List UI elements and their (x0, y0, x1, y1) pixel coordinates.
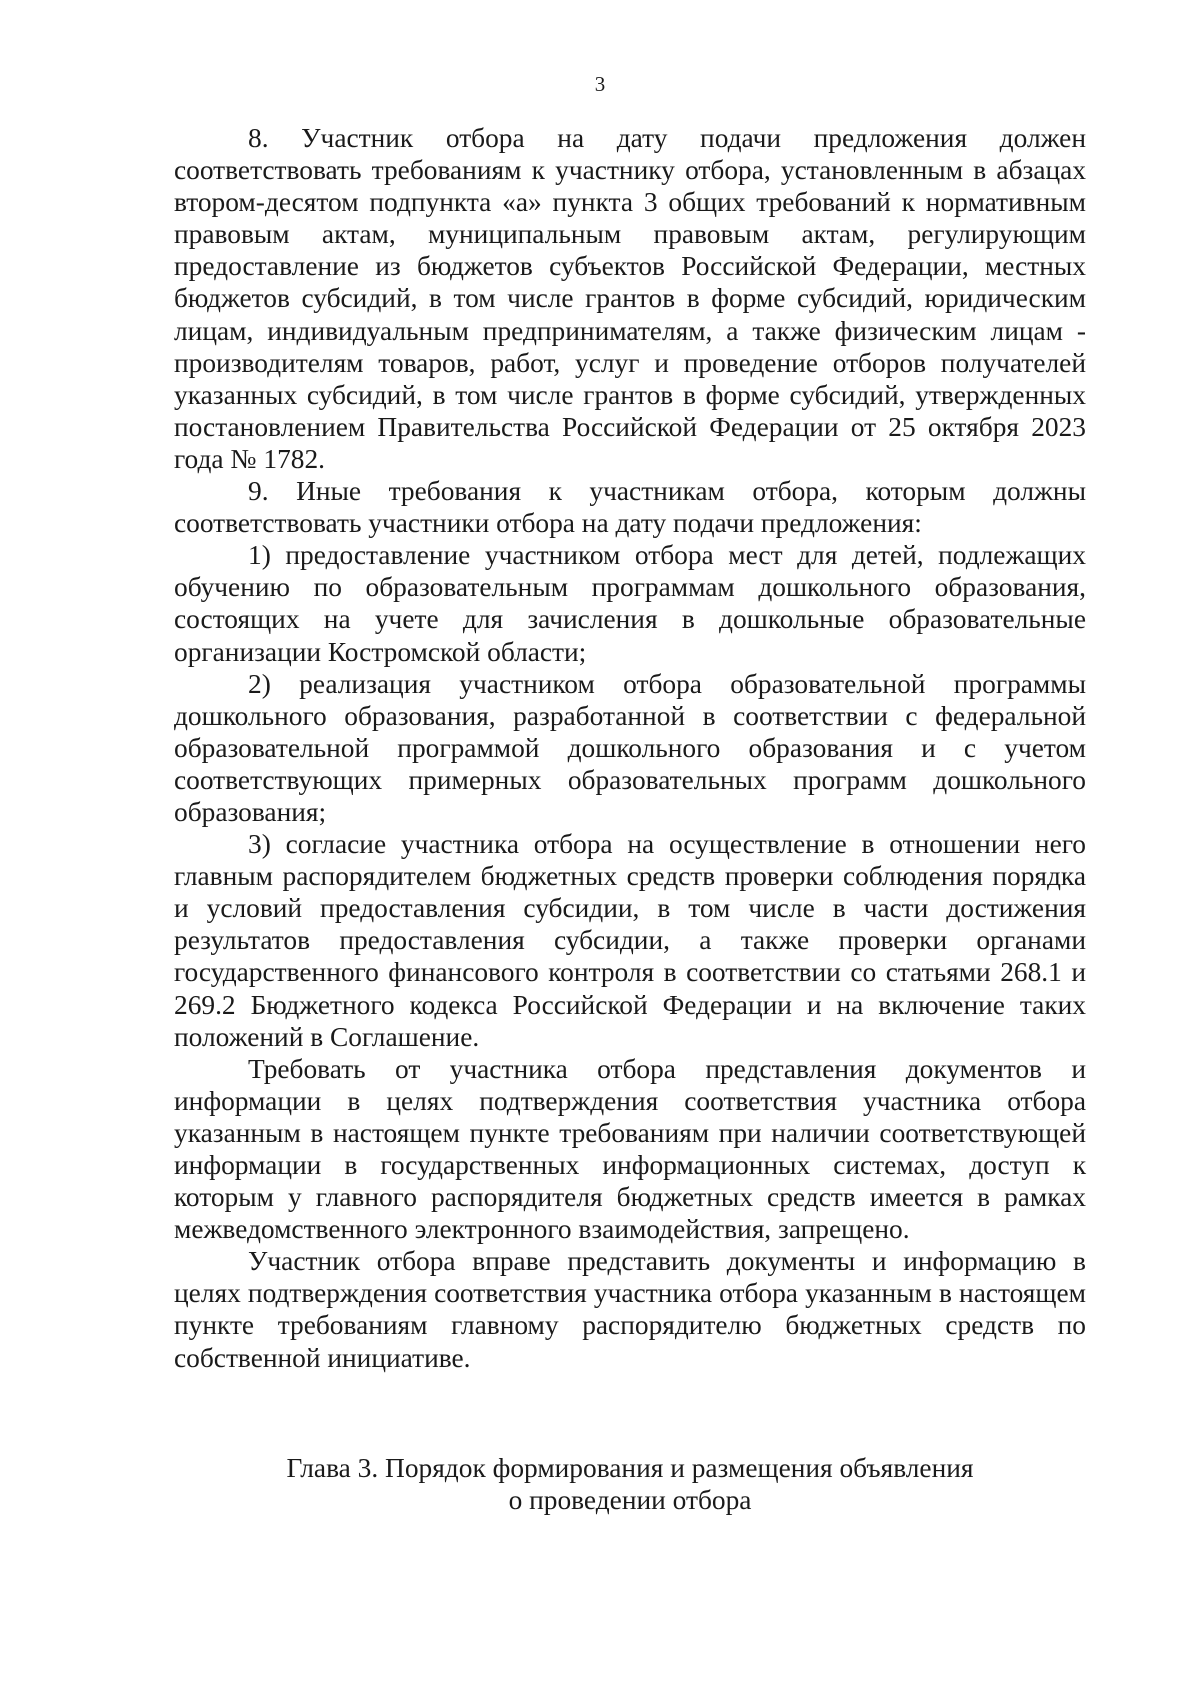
paragraph-subitem-1: 1) предоставление участником отбора мест для детей, подлежащих обучению по образовательным программам дошкольного образования, состоящих на учете для зачисления в дошкольные образовательные организации Костромской области; (174, 540, 1086, 667)
page-number: 3 (594, 72, 606, 96)
document-body (174, 122, 1086, 1374)
paragraph-subitem-3: 3) согласие участника отбора на осуществление в отношении него главным распорядителем бюджетных средств проверки соблюдения порядка и условий предоставления субсидии, в том числе в части достижения результатов предоставления субсидии, а также проверки органами государственного финансового контроля в соответствии со статьями 268.1 и 269.2 Бюджетного кодекса Российской Федерации и на включение таких положений в Соглашение. (174, 829, 1086, 1052)
chapter-heading (174, 1452, 1086, 1516)
chapter-heading-line-1: Глава 3. Порядок формирования и размещения объявления (286, 1453, 974, 1483)
chapter-heading-line-2: о проведении отбора (508, 1485, 752, 1516)
paragraph-item-9: 9. Иные требования к участникам отбора, которым должны соответствовать участники отбора на дату подачи предложения: (174, 476, 1086, 539)
paragraph-prohibition: Требовать от участника отбора представления документов и информации в целях подтверждения соответствия участника отбора указанным в настоящем пункте требованиям при наличии соответствующей информации в государственных информационных системах, доступ к которым у главного распорядителя бюджетных средств имеется в рамках межведомственного электронного взаимодействия, запрещено. (174, 1053, 1086, 1245)
paragraph-voluntary-submission: Участник отбора вправе представить документы и информацию в целях подтверждения соответствия участника отбора указанным в настоящем пункте требованиям главному распорядителю бюджетных средств по собственной инициативе. (174, 1246, 1086, 1373)
paragraph-subitem-2: 2) реализация участником отбора образовательной программы дошкольного образования, разработанной в соответствии с федеральной образовательной программой дошкольного образования и с учетом соответствующих примерных образовательных программ дошкольного образования; (174, 668, 1086, 827)
paragraph-item-8: 8. Участник отбора на дату подачи предложения должен соответствовать требованиям к участнику отбора, установленным в абзацах втором-десятом подпункта «а» пункта 3 общих требований к нормативным правовым актам, муниципальным правовым актам, регулирующим предоставление из бюджетов субъектов Российской Федерации, местных бюджетов субсидий, в том числе грантов в форме субсидий, юридическим лицам, индивидуальным предпринимателям, а также физическим лицам - производителям товаров, работ, услуг и проведение отборов получателей указанных субсидий, в том числе грантов в форме субсидий, утвержденных постановлением Правительства Российской Федерации от 25 октября 2023 года № 1782. (174, 123, 1086, 474)
